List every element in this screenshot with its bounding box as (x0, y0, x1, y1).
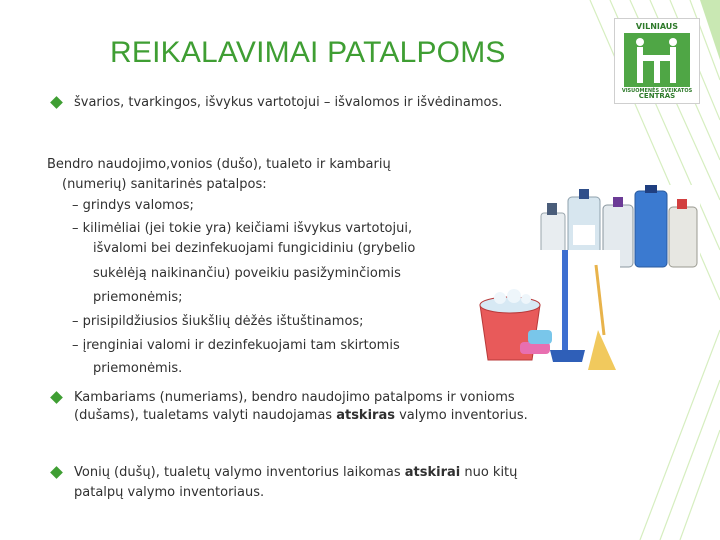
list-item: – grindys valomos; (72, 198, 194, 213)
bullet-text-1: švarios, tvarkingos, išvykus vartotojui – išvalomos ir išvėdinamos. (74, 95, 503, 110)
bullet-2-bold-word: atskiras (336, 408, 395, 423)
logo-top-text: VILNIAUS (635, 22, 679, 31)
page-title: REIKALAVIMAI PATALPOMS (110, 36, 506, 69)
bullet-text-2-line-1: Kambariams (numeriams), bendro naudojimo patalpoms ir vonioms (74, 390, 515, 405)
bullet-2-text-part: valymo inventorius. (394, 408, 528, 423)
bullet-3-bold-word: atskirai (404, 465, 461, 480)
bullet-diamond-icon (50, 391, 63, 404)
logo-bottom-line-2: CENTRAS (638, 92, 676, 100)
list-item: priemonėmis. (93, 361, 183, 376)
section-heading-line-1: Bendro naudojimo,vonios (dušo), tualeto ir kambarių (47, 157, 391, 172)
bullet-diamond-icon (50, 466, 63, 479)
section-heading-line-2: (numerių) sanitarinės patalpos: (62, 177, 267, 192)
list-item: išvalomi bei dezinfekuojami fungicidiniu (grybelio (93, 241, 416, 256)
list-item: – prisipildžiusios šiukšlių dėžės ištuštinamos; (72, 314, 364, 329)
list-item: – kilimėliai (jei tokie yra) keičiami išvykus vartotojui, (72, 221, 413, 236)
bullet-2-text-part: (dušams), tualetams valyti naudojamas (74, 408, 337, 423)
list-item: priemonėmis; (93, 290, 183, 305)
bucket-mop-broom-image (470, 250, 620, 375)
bullet-3-text-part: nuo kitų (460, 465, 518, 480)
bullet-text-3-line-2: patalpų valymo inventoriaus. (74, 485, 265, 500)
bullet-text-3-line-1 (74, 463, 517, 482)
logo-emblem (624, 33, 690, 87)
list-item: sukėlėją naikinančiu) poveikiu pasižyminčiomis (93, 266, 401, 281)
logo-bottom-text (615, 89, 699, 100)
list-item: – įrenginiai valomi ir dezinfekuojami tam skirtomis (72, 338, 400, 353)
vilnius-public-health-centre-logo (614, 18, 700, 104)
bullet-3-text-part: Vonių (dušų), tualetų valymo inventorius laikomas (74, 465, 405, 480)
bullet-text-2-line-2 (74, 406, 528, 425)
logo-bottom-line-1: VISUOMENĖS SVEIKATOS (621, 88, 693, 94)
bullet-diamond-icon (50, 96, 63, 109)
